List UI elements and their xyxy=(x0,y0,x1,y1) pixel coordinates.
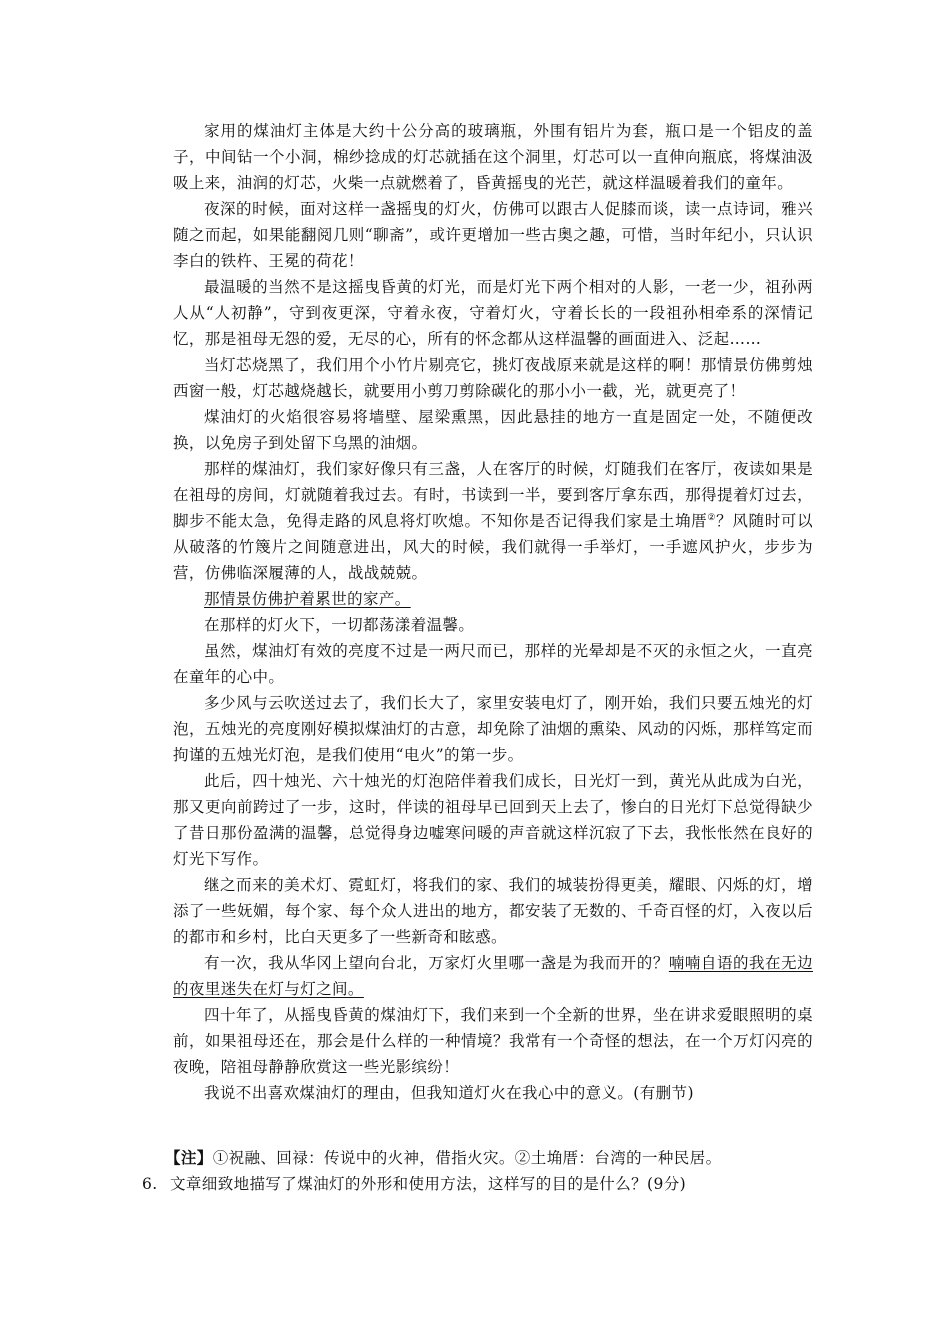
underlined-sentence-2: 喃喃自语的我在无边的夜里迷失在灯与灯之间。 xyxy=(173,954,813,998)
paragraph-10: 多少风与云吹送过去了，我们长大了，家里安装电灯了，刚开始，我们只要五烛光的灯泡，五烛光的亮度刚好模拟煤油灯的古意，却免除了油烟的熏染、风动的闪烁，那样笃定而拘谨的五烛光灯泡，是我们使用“电火”的第一步。 xyxy=(173,694,813,764)
note-text: ①祝融、回禄：传说中的火神，借指火灾。②土埆厝：台湾的一种民居。 xyxy=(212,1149,722,1167)
paragraph-6 xyxy=(173,456,813,586)
paragraph-2: 夜深的时候，面对这样一盏摇曳的灯火，仿佛可以跟古人促膝而谈，读一点诗词，雅兴随之而起，如果能翻阅几则“聊斋”，或许更增加一些古奥之趣，可惜，当时年纪小，只认识李白的铁杵、王冕的荷花！ xyxy=(173,200,813,270)
underlined-sentence-1: 那情景仿佛护着累世的家产。 xyxy=(204,590,411,608)
article-body xyxy=(173,118,813,1106)
question-number: 6. xyxy=(142,1175,158,1193)
paragraph-4: 当灯芯烧黑了，我们用个小竹片剔亮它，挑灯夜战原来就是这样的啊！那情景仿佛剪烛西窗一般，灯芯越烧越长，就要用小剪刀剪除碳化的那小小一截，光，就更亮了！ xyxy=(173,356,813,400)
paragraph-13 xyxy=(173,950,813,1002)
paragraph-6-tail: ？风随时可以从破落的竹篾片之间随意进出，风大的时候，我们就得一手举灯，一手遮风护火，步步为营，仿佛临深履薄的人，战战兢兢。 xyxy=(173,512,814,582)
question-text: 文章细致地描写了煤油灯的外形和使用方法，这样写的目的是什么？(9分) xyxy=(170,1175,687,1193)
footnote xyxy=(165,1145,825,1171)
note-label: 【注】 xyxy=(165,1148,213,1167)
paragraph-5: 煤油灯的火焰很容易将墙壁、屋梁熏黑，因此悬挂的地方一直是固定一处，不随便改换，以免房子到处留下乌黑的油烟。 xyxy=(173,408,813,452)
paragraph-13-text: 有一次，我从华冈上望向台北，万家灯火里哪一盏是为我而开的？ xyxy=(204,954,669,972)
paragraph-14: 四十年了，从摇曳昏黄的煤油灯下，我们来到一个全新的世界，坐在讲求爱眼照明的桌前，如果祖母还在，那会是什么样的一种情境？我常有一个奇怪的想法，在一个万灯闪亮的夜晚，陪祖母静静欣赏这一些光影缤纷！ xyxy=(173,1006,813,1076)
question-6 xyxy=(142,1171,842,1197)
paragraph-9: 虽然，煤油灯有效的亮度不过是一两尺而已，那样的光晕却是不灭的永恒之火，一直亮在童年的心中。 xyxy=(173,642,813,686)
paragraph-1: 家用的煤油灯主体是大约十公分高的玻璃瓶，外围有铝片为套，瓶口是一个铝皮的盖子，中间钻一个小洞，棉纱捻成的灯芯就插在这个洞里，灯芯可以一直伸向瓶底，将煤油汲吸上来，油润的灯芯，火柴一点就燃着了，昏黄摇曳的光芒，就这样温暖着我们的童年。 xyxy=(173,122,813,192)
paragraph-6-head: 那样的煤油灯，我们家好像只有三盏，人在客厅的时候，灯随我们在客厅，夜读如果是在祖母的房间，灯就随着我过去。有时，书读到一半，要到客厅拿东西，那得提着灯过去，脚步不能太急，免得走路的风息将灯吹熄。不知你是否记得我们家是土埆厝 xyxy=(173,460,813,530)
paragraph-12: 继之而来的美术灯、霓虹灯，将我们的家、我们的城装扮得更美，耀眼、闪烁的灯，增添了一些妩媚，每个家、每个众人进出的地方，都安装了无数的、千奇百怪的灯，入夜以后的都市和乡村，比白天更多了一些新奇和眩惑。 xyxy=(173,876,813,946)
paragraph-3: 最温暖的当然不是这摇曳昏黄的灯光，而是灯光下两个相对的人影，一老一少，祖孙两人从“人初静”，守到夜更深，守着永夜，守着灯火，守着长长的一段祖孙相牵系的深情记忆，那是祖母无怨的爱，无尽的心，所有的怀念都从这样温馨的画面进入、泛起…… xyxy=(173,278,813,348)
paragraph-8: 在那样的灯火下，一切都荡漾着温馨。 xyxy=(204,616,475,634)
footnote-marker: ② xyxy=(707,512,717,523)
paragraph-7 xyxy=(173,586,813,612)
paragraph-11: 此后，四十烛光、六十烛光的灯泡陪伴着我们成长，日光灯一到，黄光从此成为白光，那又更向前跨过了一步，这时，伴读的祖母早已回到天上去了，惨白的日光灯下总觉得缺少了昔日那份盈满的温馨，总觉得身边嘘寒问暖的声音就这样沉寂了下去，我怅怅然在良好的灯光下写作。 xyxy=(173,772,813,868)
paragraph-15: 我说不出喜欢煤油灯的理由，但我知道灯火在我心中的意义。(有删节) xyxy=(204,1084,694,1102)
